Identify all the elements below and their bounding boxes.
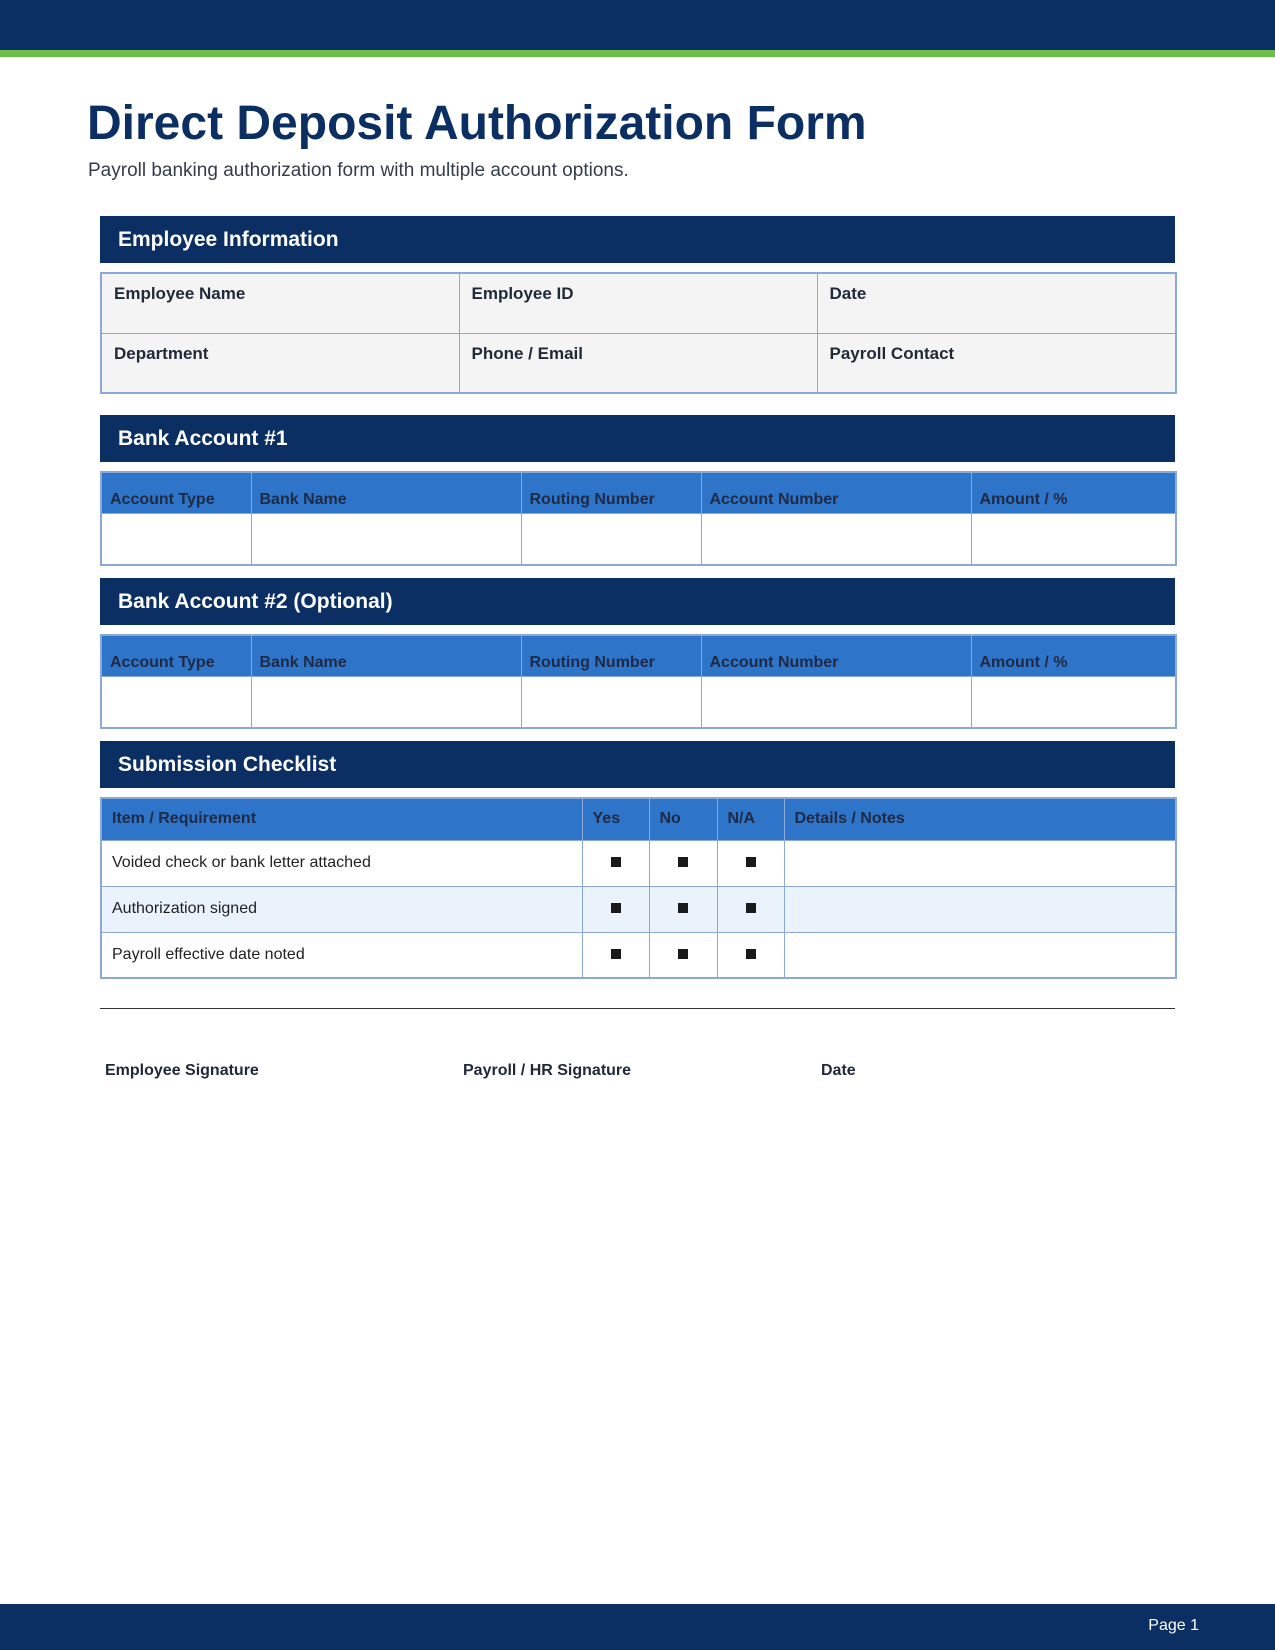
routing-number-input[interactable] <box>521 676 701 728</box>
checkbox-square-icon <box>746 857 756 867</box>
column-item-requirement: Item / Requirement <box>101 798 582 840</box>
column-routing-number: Routing Number <box>521 635 701 676</box>
bank-account-1-table <box>100 471 1177 566</box>
notes-input[interactable] <box>784 932 1176 978</box>
amount-percent-input[interactable] <box>971 513 1176 565</box>
section-header-bank-2: Bank Account #2 (Optional) <box>100 578 1175 625</box>
account-type-input[interactable] <box>101 513 251 565</box>
checkbox-square-icon <box>678 949 688 959</box>
yes-checkbox[interactable] <box>582 932 649 978</box>
na-checkbox[interactable] <box>717 886 784 932</box>
column-account-number: Account Number <box>701 635 971 676</box>
employee-name-field[interactable]: Employee Name <box>101 273 459 333</box>
column-na: N/A <box>717 798 784 840</box>
column-yes: Yes <box>582 798 649 840</box>
table-row <box>101 513 1176 565</box>
no-checkbox[interactable] <box>649 932 717 978</box>
account-type-input[interactable] <box>101 676 251 728</box>
table-row <box>101 932 1176 978</box>
phone-email-field[interactable]: Phone / Email <box>459 333 817 393</box>
employee-info-table <box>100 272 1177 394</box>
checkbox-square-icon <box>746 949 756 959</box>
checkbox-square-icon <box>678 857 688 867</box>
yes-checkbox[interactable] <box>582 886 649 932</box>
na-checkbox[interactable] <box>717 840 784 886</box>
employee-id-field[interactable]: Employee ID <box>459 273 817 333</box>
table-row <box>101 840 1176 886</box>
column-amount-percent: Amount / % <box>971 635 1176 676</box>
column-bank-name: Bank Name <box>251 635 521 676</box>
submission-checklist-table <box>100 797 1177 979</box>
bank-account-2-table <box>100 634 1177 729</box>
bank-name-input[interactable] <box>251 676 521 728</box>
routing-number-input[interactable] <box>521 513 701 565</box>
account-number-input[interactable] <box>701 513 971 565</box>
table-row <box>101 886 1176 932</box>
column-account-number: Account Number <box>701 472 971 513</box>
signature-line <box>100 1008 1175 1009</box>
page-subtitle: Payroll banking authorization form with multiple account options. <box>88 160 629 181</box>
employee-info-row <box>101 273 1176 333</box>
column-no: No <box>649 798 717 840</box>
bank-name-input[interactable] <box>251 513 521 565</box>
checkbox-square-icon <box>678 903 688 913</box>
section-header-checklist: Submission Checklist <box>100 741 1175 788</box>
payroll-hr-signature-label: Payroll / HR Signature <box>463 1062 632 1079</box>
checkbox-square-icon <box>611 949 621 959</box>
checklist-item-label: Voided check or bank letter attached <box>101 840 582 886</box>
column-details-notes: Details / Notes <box>784 798 1176 840</box>
section-header-employee: Employee Information <box>100 216 1175 263</box>
notes-input[interactable] <box>784 886 1176 932</box>
column-account-type: Account Type <box>101 635 251 676</box>
top-banner <box>0 0 1275 50</box>
no-checkbox[interactable] <box>649 886 717 932</box>
amount-percent-input[interactable] <box>971 676 1176 728</box>
payroll-contact-field[interactable]: Payroll Contact <box>817 333 1176 393</box>
signature-date-label: Date <box>821 1062 856 1079</box>
checkbox-square-icon <box>611 903 621 913</box>
checklist-item-label: Authorization signed <box>101 886 582 932</box>
column-bank-name: Bank Name <box>251 472 521 513</box>
table-header-row <box>101 635 1176 676</box>
section-header-bank-1: Bank Account #1 <box>100 415 1175 462</box>
date-field[interactable]: Date <box>817 273 1176 333</box>
column-amount-percent: Amount / % <box>971 472 1176 513</box>
employee-signature-label: Employee Signature <box>105 1062 259 1079</box>
table-header-row <box>101 472 1176 513</box>
column-account-type: Account Type <box>101 472 251 513</box>
department-field[interactable]: Department <box>101 333 459 393</box>
page-number: Page 1 <box>1148 1617 1199 1634</box>
employee-info-row <box>101 333 1176 393</box>
top-accent-stripe <box>0 50 1275 57</box>
footer-bar <box>0 1604 1275 1650</box>
na-checkbox[interactable] <box>717 932 784 978</box>
table-row <box>101 676 1176 728</box>
notes-input[interactable] <box>784 840 1176 886</box>
yes-checkbox[interactable] <box>582 840 649 886</box>
checkbox-square-icon <box>611 857 621 867</box>
no-checkbox[interactable] <box>649 840 717 886</box>
checklist-item-label: Payroll effective date noted <box>101 932 582 978</box>
account-number-input[interactable] <box>701 676 971 728</box>
page-title: Direct Deposit Authorization Form <box>87 97 867 150</box>
checkbox-square-icon <box>746 903 756 913</box>
table-header-row <box>101 798 1176 840</box>
column-routing-number: Routing Number <box>521 472 701 513</box>
